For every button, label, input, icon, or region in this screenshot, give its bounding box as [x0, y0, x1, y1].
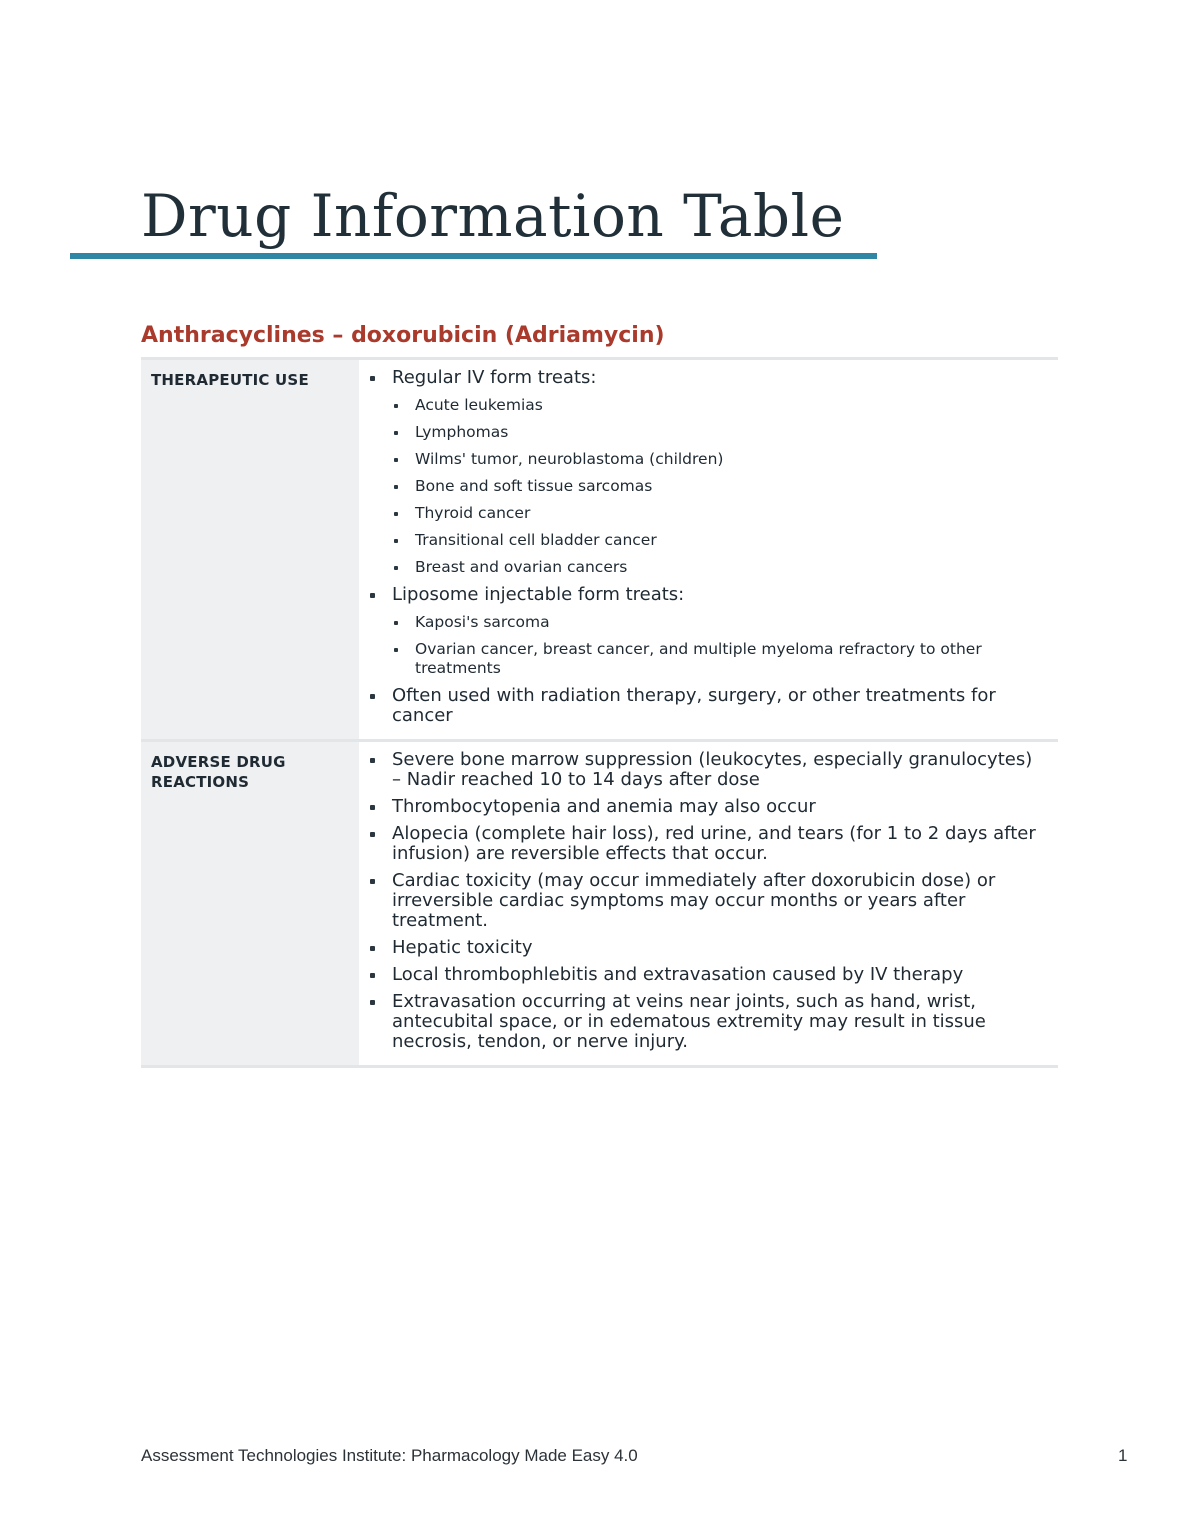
list-item: [367, 368, 1038, 577]
sub-list: [392, 396, 1038, 577]
therapeutic-use-content: [359, 359, 1058, 741]
list-item: Severe bone marrow suppression (leukocytes, especially granulocytes) – Nadir reached 10 to 14 days after dose: [367, 750, 1038, 790]
adverse-drug-reactions-content: [359, 741, 1058, 1067]
list-item-text: Liposome injectable form treats:: [392, 584, 685, 605]
sub-list: [392, 613, 1038, 678]
sub-list-item: Acute leukemias: [392, 396, 1038, 415]
list-item-text: Regular IV form treats:: [392, 367, 597, 388]
sub-list-item: Lymphomas: [392, 423, 1038, 442]
sub-list-item: Kaposi's sarcoma: [392, 613, 1038, 632]
adverse-reactions-list: [367, 750, 1038, 1052]
sub-list-item: Thyroid cancer: [392, 504, 1038, 523]
list-item: Local thrombophlebitis and extravasation caused by IV therapy: [367, 965, 1038, 985]
table-row-therapeutic-use: [141, 359, 1058, 741]
drug-information-table: [141, 357, 1058, 1068]
therapeutic-use-list: [367, 368, 1038, 726]
sub-list-item: Bone and soft tissue sarcomas: [392, 477, 1038, 496]
sub-list-item: Ovarian cancer, breast cancer, and multiple myeloma refractory to other treatments: [392, 640, 1038, 678]
sub-list-item: Transitional cell bladder cancer: [392, 531, 1038, 550]
list-item: [367, 585, 1038, 678]
footer-source: Assessment Technologies Institute: Pharmacology Made Easy 4.0: [141, 1446, 638, 1465]
drug-class-heading: Anthracyclines – doxorubicin (Adriamycin): [141, 323, 665, 348]
list-item: Thrombocytopenia and anemia may also occur: [367, 797, 1038, 817]
list-item: Often used with radiation therapy, surgery, or other treatments for cancer: [367, 686, 1038, 726]
list-item: Extravasation occurring at veins near joints, such as hand, wrist, antecubital space, or in edematous extremity may result in tissue necrosis, tendon, or nerve injury.: [367, 992, 1038, 1052]
adverse-drug-reactions-header: ADVERSE DRUG REACTIONS: [141, 741, 359, 1067]
table-row-adverse-drug-reactions: [141, 741, 1058, 1067]
title-underline: [70, 253, 877, 259]
list-item: Hepatic toxicity: [367, 938, 1038, 958]
page-title: Drug Information Table: [141, 182, 845, 250]
page-number: 1: [1118, 1446, 1128, 1465]
list-item: Alopecia (complete hair loss), red urine, and tears (for 1 to 2 days after infusion) are reversible effects that occur.: [367, 824, 1038, 864]
list-item: Cardiac toxicity (may occur immediately after doxorubicin dose) or irreversible cardiac symptoms may occur months or years after treatment.: [367, 871, 1038, 931]
sub-list-item: Breast and ovarian cancers: [392, 558, 1038, 577]
sub-list-item: Wilms' tumor, neuroblastoma (children): [392, 450, 1038, 469]
therapeutic-use-header: THERAPEUTIC USE: [141, 359, 359, 741]
